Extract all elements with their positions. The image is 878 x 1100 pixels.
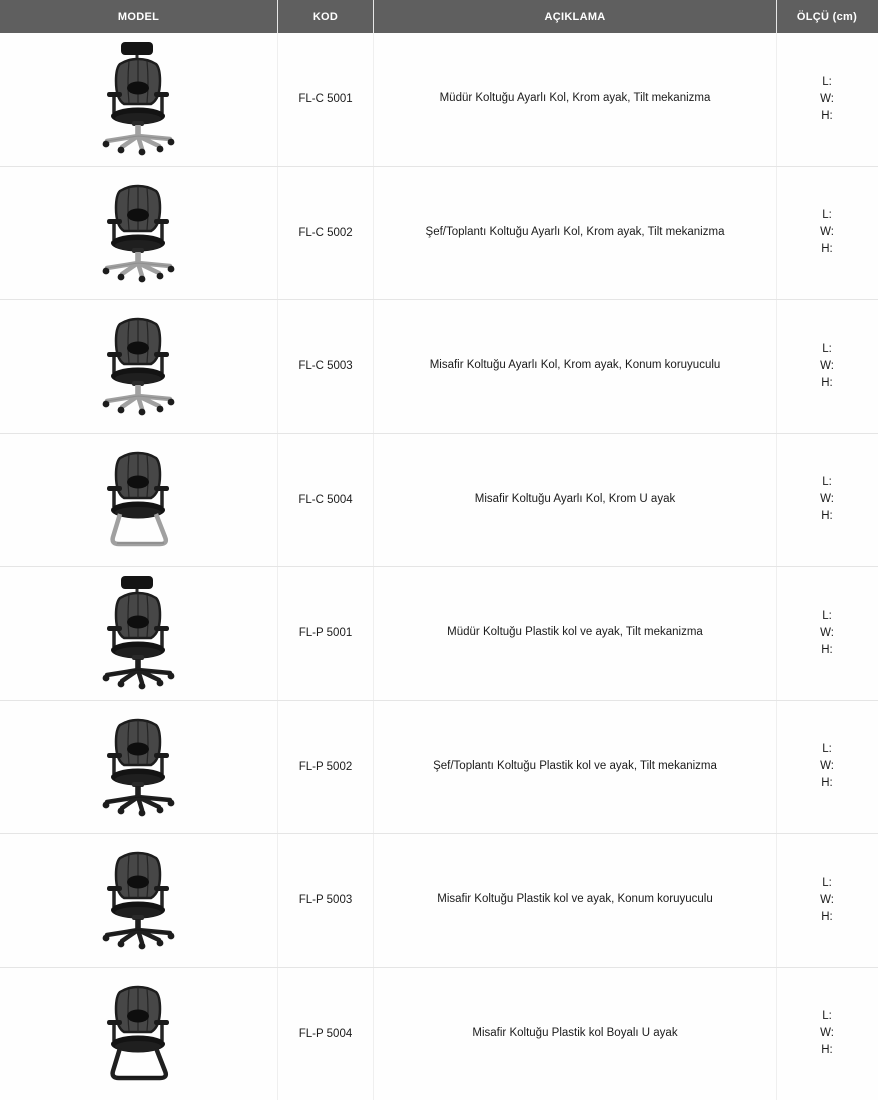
product-image-cell — [0, 167, 278, 300]
table-body — [0, 33, 878, 1100]
product-code: FL-P 5003 — [278, 834, 374, 967]
task-chair-chrome-star-base — [84, 181, 194, 285]
product-dimensions — [777, 300, 877, 433]
product-description: Müdür Koltuğu Plastik kol ve ayak, Tilt mekanizma — [374, 567, 777, 700]
product-dimensions — [777, 968, 877, 1100]
product-dimensions — [777, 434, 877, 567]
product-description: Misafir Koltuğu Ayarlı Kol, Krom U ayak — [374, 434, 777, 567]
dimension-height-label: H: — [821, 777, 833, 790]
product-code: FL-P 5001 — [278, 567, 374, 700]
product-description: Şef/Toplantı Koltuğu Plastik kol ve ayak, Tilt mekanizma — [374, 701, 777, 834]
table-row — [0, 968, 878, 1100]
product-description: Müdür Koltuğu Ayarlı Kol, Krom ayak, Tilt mekanizma — [374, 33, 777, 166]
dimension-height-label: H: — [821, 376, 833, 389]
product-description: Misafir Koltuğu Plastik kol ve ayak, Konum koruyuculu — [374, 834, 777, 967]
product-dimensions — [777, 834, 877, 967]
dimension-width-label: W: — [820, 626, 834, 639]
table-row — [0, 834, 878, 968]
dimension-length-label: L: — [822, 876, 832, 889]
dimension-height-label: H: — [821, 1044, 833, 1057]
product-image-cell — [0, 300, 278, 433]
task-chair-black-star-base — [84, 715, 194, 819]
product-image-cell — [0, 434, 278, 567]
dimension-length-label: L: — [822, 609, 832, 622]
product-dimensions — [777, 701, 877, 834]
product-code: FL-P 5004 — [278, 968, 374, 1100]
column-header-model: MODEL — [0, 0, 278, 33]
dimension-width-label: W: — [820, 92, 834, 105]
product-code: FL-P 5002 — [278, 701, 374, 834]
product-description: Misafir Koltuğu Plastik kol Boyalı U ayak — [374, 968, 777, 1100]
product-code: FL-C 5001 — [278, 33, 374, 166]
guest-chair-chrome-cantilever-base — [84, 448, 194, 552]
dimension-width-label: W: — [820, 1027, 834, 1040]
product-dimensions — [777, 167, 877, 300]
dimension-length-label: L: — [822, 476, 832, 489]
dimension-width-label: W: — [820, 760, 834, 773]
dimension-width-label: W: — [820, 493, 834, 506]
dimension-width-label: W: — [820, 226, 834, 239]
table-row — [0, 567, 878, 701]
product-code: FL-C 5004 — [278, 434, 374, 567]
dimension-height-label: H: — [821, 243, 833, 256]
table-row — [0, 300, 878, 434]
executive-chair-headrest-black-star-base — [84, 574, 194, 692]
executive-chair-headrest-chrome-star-base — [84, 40, 194, 158]
dimension-length-label: L: — [822, 209, 832, 222]
dimension-width-label: W: — [820, 893, 834, 906]
column-header-kod: KOD — [278, 0, 374, 33]
guest-chair-chrome-star-base — [84, 314, 194, 418]
product-image-cell — [0, 968, 278, 1100]
product-dimensions — [777, 33, 877, 166]
guest-chair-black-star-base — [84, 848, 194, 952]
dimension-height-label: H: — [821, 510, 833, 523]
column-header-olcu: ÖLÇÜ (cm) — [796, 10, 858, 23]
dimension-length-label: L: — [822, 1010, 832, 1023]
product-code: FL-C 5003 — [278, 300, 374, 433]
table-row — [0, 434, 878, 568]
dimension-length-label: L: — [822, 743, 832, 756]
product-image-cell — [0, 33, 278, 166]
product-image-cell — [0, 834, 278, 967]
dimension-height-label: H: — [821, 910, 833, 923]
product-dimensions — [777, 567, 877, 700]
column-header-aciklama: AÇIKLAMA — [374, 0, 777, 33]
dimension-width-label: W: — [820, 359, 834, 372]
table-row — [0, 33, 878, 167]
product-code: FL-C 5002 — [278, 167, 374, 300]
guest-chair-black-cantilever-base — [84, 982, 194, 1086]
product-image-cell — [0, 701, 278, 834]
table-row — [0, 167, 878, 301]
table-row — [0, 701, 878, 835]
table-header — [0, 0, 878, 33]
dimension-length-label: L: — [822, 75, 832, 88]
product-description: Şef/Toplantı Koltuğu Ayarlı Kol, Krom ayak, Tilt mekanizma — [374, 167, 777, 300]
dimension-length-label: L: — [822, 342, 832, 355]
product-image-cell — [0, 567, 278, 700]
dimension-height-label: H: — [821, 643, 833, 656]
dimension-height-label: H: — [821, 109, 833, 122]
product-description: Misafir Koltuğu Ayarlı Kol, Krom ayak, Konum koruyuculu — [374, 300, 777, 433]
